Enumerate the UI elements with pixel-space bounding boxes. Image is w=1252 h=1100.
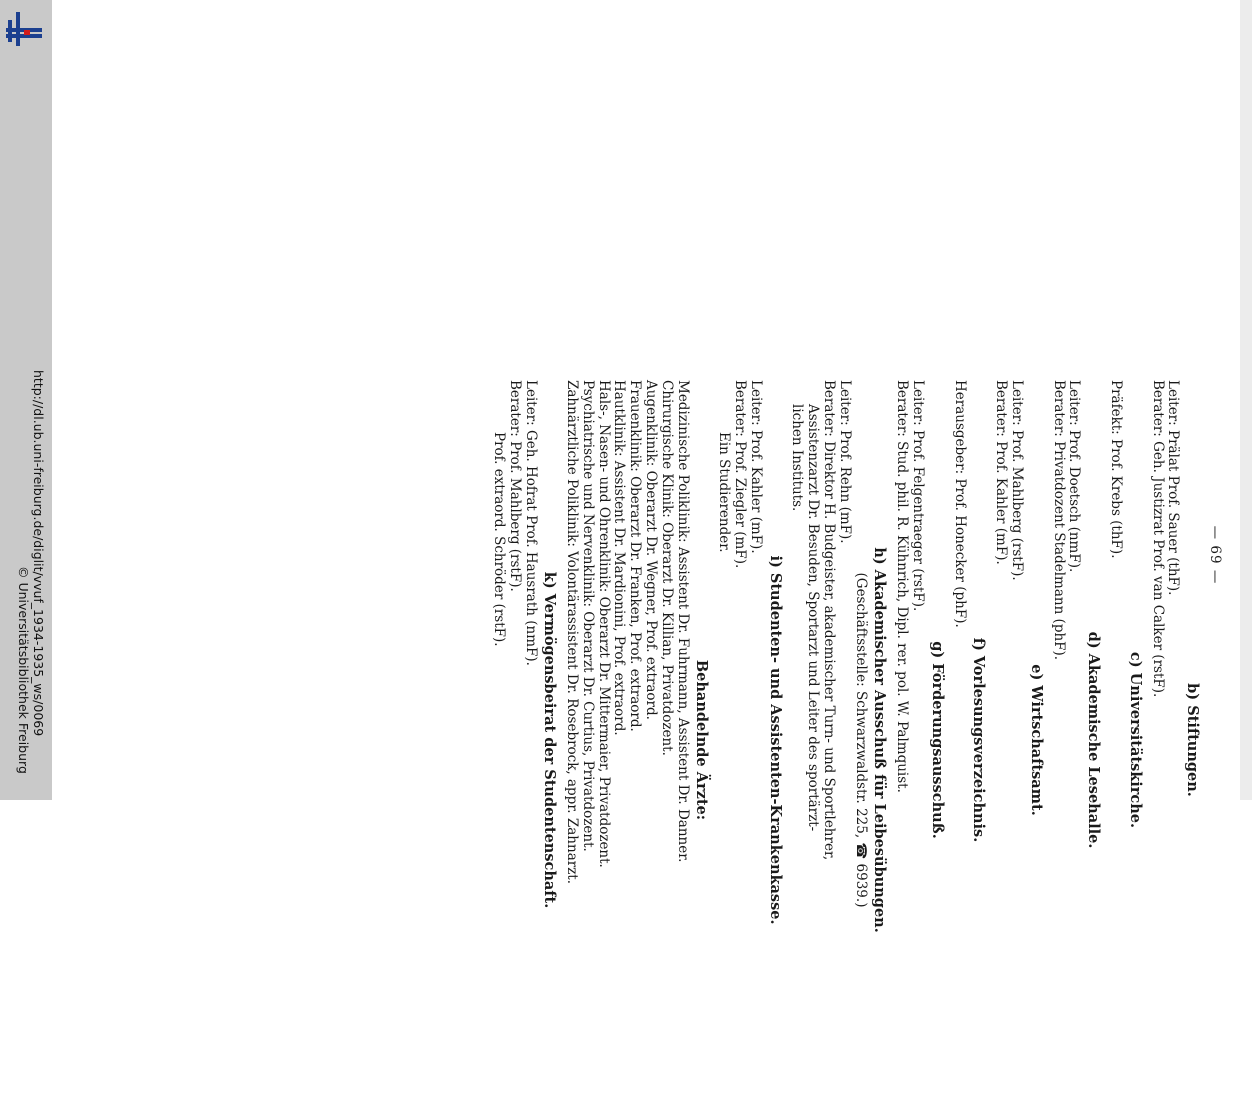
text-line: Prof. extraord. Schröder (rstF). (490, 432, 507, 647)
section-heading-stiftungen: b) Stiftungen. (1184, 683, 1202, 797)
section-heading-krankenkasse: i) Studenten- und Assistenten-Krankenkasse. (766, 555, 784, 925)
document-page (490, 380, 1222, 1100)
section-subheading: (Geschäftsstelle: Schwarzwaldstr. 225, ☎ 6939.) (852, 572, 869, 908)
section-heading-universitaetskirche: c) Universitätskirche. (1126, 651, 1144, 829)
text-line: Medizinische Poliklinik: Assistent Dr. Fuhrmann, Assistent Dr. Danner. (674, 380, 691, 863)
text-line: Assistenzarzt Dr. Besuden, Sportarzt und Leiter des sportärzt- (805, 404, 822, 832)
text-line: Frauenklinik: Oberarzt Dr. Franken, Prof. extraord. (627, 380, 644, 732)
text-line: Präfekt: Prof. Krebs (thF). (1108, 380, 1125, 559)
text-line: Psychiatrische und Nervenklinik: Oberarzt Dr. Curtius, Privatdozent. (579, 380, 596, 852)
text-line: Chirurgische Klinik: Oberarzt Dr. Killian, Privatdozent. (658, 380, 675, 756)
text-line: Augenklinik: Oberarzt Dr. Wegner, Prof. extraord. (643, 380, 660, 720)
text-line: Berater: Prof. Mahlberg (rstF). (506, 380, 523, 592)
section-heading-vermoegensbeirat: k) Vermögensbeirat der Studentenschaft. (541, 571, 559, 909)
text-line: lichen Instituts. (789, 404, 806, 512)
text-line: Leiter: Prälat Prof. Sauer (thF). (1165, 380, 1182, 596)
text-line: Leiter: Prof. Rehn (mF). (836, 380, 853, 544)
viewer-sidebar (0, 0, 52, 800)
text-line: Hals-, Nasen- und Ohrenklinik: Oberarzt Dr. Mittermaier, Privatdozent. (595, 380, 612, 868)
text-line: Leiter: Prof. Kahler (mF). (747, 380, 764, 554)
copyright-text: © Universitätsbibliothek Freiburg (16, 566, 31, 774)
section-heading-leibesuebungen: h) Akademischer Ausschuß für Leibesübungen. (871, 547, 889, 933)
page-number: — 69 — (1207, 525, 1223, 585)
section-heading-lesehalle: d) Akademische Lesehalle. (1085, 631, 1103, 849)
text-line: Zahnärztliche Poliklinik: Volontärassistent Dr. Rosebrock, appr. Zahnarzt. (564, 380, 581, 885)
section-heading-foerderungsausschuss: g) Förderungsausschuß. (928, 641, 946, 839)
section-heading-behandelnde-aerzte: Behandelnde Ärzte: (693, 659, 711, 821)
text-line: Berater: Prof. Kahler (mF). (993, 380, 1010, 565)
text-line: Leiter: Prof. Mahlberg (rstF). (1009, 380, 1026, 581)
text-line: Leiter: Prof. Felgentraeger (rstF). (910, 380, 927, 612)
text-line: Leiter: Geh. Hofrat Prof. Hausrath (nmF). (522, 380, 539, 666)
text-line: Hautklinik: Assistent Dr. Mardionini, Prof. extraord. (611, 380, 628, 736)
text-line: Berater: Geh. Justizrat Prof. van Calker (rstF). (1149, 380, 1166, 698)
page-edge (1240, 0, 1252, 800)
text-line: Ein Studierender. (716, 432, 733, 553)
library-logo-icon (2, 8, 44, 50)
text-line: Berater: Prof. Ziegler (mF). (732, 380, 749, 569)
text-line: Leiter: Prof. Doetsch (nmF). (1066, 380, 1083, 573)
section-heading-wirtschaftsamt: e) Wirtschaftsamt. (1027, 664, 1045, 816)
text-line: Berater: Privatdozent Stadelmann (phF). (1050, 380, 1067, 661)
text-line: Berater: Direktor H. Budgeister, akademischer Turn- und Sportlehrer, (821, 380, 838, 861)
text-line: Herausgeber: Prof. Honecker (phF). (951, 380, 968, 628)
text-line: Berater: Stud. phil. R. Kühnrich, Dipl. rer. pol. W. Palmquist. (894, 380, 911, 793)
source-url[interactable]: http://dl.ub.uni-freiburg.de/diglit/vvuf_1934-1935_ws/0069 (31, 370, 46, 737)
section-heading-vorlesungsverzeichnis: f) Vorlesungsverzeichnis. (970, 637, 988, 843)
